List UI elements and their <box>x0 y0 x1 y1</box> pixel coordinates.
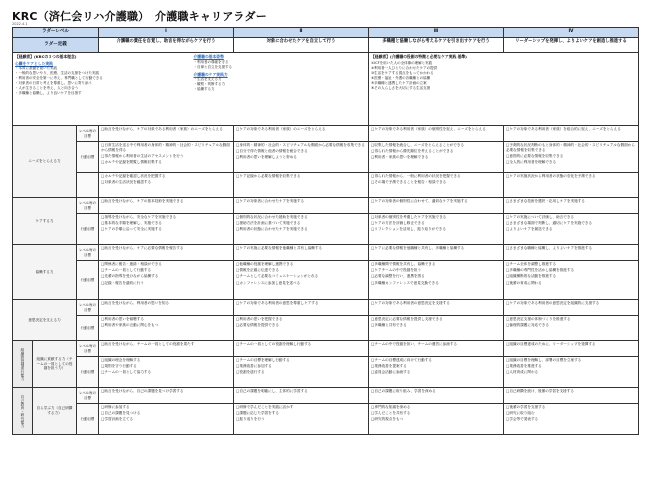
ladder-item: □ケアの対象である利用者の意思を尊重しケアする <box>236 301 319 305</box>
ladder-item: □カルテや記録を確認し状況を把握する <box>101 174 166 178</box>
ladder-item: □組織横断的な活動を推進する <box>506 274 557 279</box>
ladder-item: □自己の課題に取り組み、学習を深める <box>371 389 436 393</box>
philosophy-left-line: ・多職種と協働し、より良いケアを目指す <box>15 91 82 96</box>
ladder-item: □多職種カンファレンスで意見交換できる <box>371 280 439 285</box>
ladder-item: □利用者の思いを傾聴する <box>101 317 144 321</box>
ladder-item: □ケアの対象である利用者（家族）を総合的に捉え、ニーズをとらえる <box>506 127 621 131</box>
row-type-label: レベル毎の目標 <box>77 126 99 142</box>
ladder-row <box>13 214 639 245</box>
philosophy-mid-line: ・利用者の尊厳を守る <box>193 59 229 64</box>
philosophy-right-line: ⑥その人らしさを大切にする生活支援 <box>371 85 431 90</box>
level-2-cell <box>234 300 369 316</box>
ladder-item: □意思決定支援の体制づくりを推進する <box>506 317 571 321</box>
ladder-item: □振り返りを行う <box>236 417 265 422</box>
ladder-row <box>13 388 639 404</box>
ladder-item: □ケアの実施状況から利用者の状態の変化を予測できる <box>506 174 596 178</box>
ladder-item: □チームとして必要なコミュニケーションがとれる <box>236 274 319 279</box>
level-4-cell <box>504 341 639 357</box>
philosophy-left-line: ・一般的な思いやり、医療、生活の支援をつけた実践 <box>15 71 99 76</box>
category-label: 自ら学ぶ力（自己研鑽する力） <box>33 388 77 435</box>
level-2-cell <box>234 341 369 357</box>
ladder-item: □よりよいケアを創造できる <box>506 227 553 232</box>
ladder-item: □利用者や家族の言動に関心をもつ <box>101 323 159 328</box>
ladder-item: □組織の目標を理解し、部署の目標を立案する <box>506 358 582 362</box>
ladder-item: □規則を守り行動する <box>101 364 137 369</box>
philosophy-right-line: ②利用者一人ひとりに合わせたケアの提供 <box>371 65 438 70</box>
ladder-item: □助言を受けながら、チームの一員としての役割を果たす <box>101 342 195 346</box>
ladder-item: □個別的な状況に合わせた援助を実施できる <box>236 215 308 219</box>
philosophy-mid-lines <box>194 60 367 70</box>
ladder-item: □予測的な状況判断のもと身体的・精神的・社会的・スピリチュアルな側面から必要な情報を収集できる <box>506 143 635 152</box>
philosophy-right-line: ①ICFを用いた人の全体像の理解と実践 <box>371 60 433 65</box>
level-3-cell <box>369 341 504 357</box>
philosophy-left <box>13 53 369 126</box>
philosophy-right-line: ③生活をケアする視点をもってかかわる <box>371 70 434 75</box>
row-type-label: 行動目標 <box>77 404 99 435</box>
ladder-item: □後輩の学習を支援する <box>506 405 546 409</box>
ladder-item: □学んだことを共有する <box>371 411 411 416</box>
ladder-item: □研究に取り組む <box>506 411 535 416</box>
level-2-cell <box>234 126 369 142</box>
level-4-goal: リーダーシップを発揮し、よりよいケアを創造し推進する <box>504 38 639 53</box>
level-4-header: Ⅳ <box>504 28 639 38</box>
category-label: 協働する力 <box>13 245 77 300</box>
ladder-item: □組織の目標達成のために、リーダーシップを発揮する <box>506 342 596 346</box>
philosophy-right-title: 【経験者】(介護職の役割の特徴と必要なケア実践 基準) <box>371 54 467 59</box>
level-1-cell <box>99 261 234 300</box>
ladder-row <box>13 261 639 300</box>
philosophy-left-line: ・利用者の安全を第一に考え、専門職として行動できる <box>15 76 103 81</box>
level-header-row <box>13 28 639 38</box>
ladder-item: □ケアの対象である利用者（家族）の個別性を捉え、ニーズをとらえる <box>371 127 486 131</box>
ladder-item: □ケアの対象である利用者の意思決定を支援する <box>371 301 450 305</box>
level-2-cell <box>234 388 369 404</box>
philosophy-right-line: ④医療・福祉・介護の各職種との協働 <box>371 75 431 80</box>
ladder-item: □利用者の状態に合わせたケアを実施できる <box>236 227 308 232</box>
goal-header-label: ラダー定義 <box>13 38 99 53</box>
ladder-item: □ケアの対象者の個別性に合わせて、適切なケアを実施する <box>371 199 468 203</box>
ladder-item: □チームの目標を理解し行動する <box>236 358 290 362</box>
level-3-cell <box>369 300 504 316</box>
ladder-item: □ケアの手順に沿って安全に実施する <box>101 227 162 232</box>
ladder-item: □対象者の個別性を考慮したケアを実施できる <box>371 215 447 219</box>
group-label: 自己教育・研究能力 <box>13 388 33 435</box>
level-2-cell <box>234 173 369 198</box>
level-4-cell <box>504 357 639 388</box>
level-3-cell <box>369 388 504 404</box>
category-label: ケアする力 <box>13 198 77 245</box>
philosophy-right-lines <box>371 61 636 91</box>
ladder-item: □助言を受けながら、ケアの基本技術を実施できる <box>101 199 184 203</box>
level-2-cell <box>234 316 369 341</box>
ladder-item: □その場で予測できることを報告・相談できる <box>371 180 447 185</box>
philosophy-mid2-line: ・協働する力 <box>193 87 215 92</box>
ladder-item: □助言を受けながら、利用者の思いを知る <box>101 301 170 305</box>
ladder-row <box>13 341 639 357</box>
level-4-cell <box>504 316 639 341</box>
level-3-cell <box>369 173 504 198</box>
ladder-item: □必要な調整を行い、連携を図る <box>371 274 425 279</box>
row-type-label: レベル毎の目標 <box>77 341 99 357</box>
ladder-item: □利用者の思いを理解しようと努める <box>236 155 297 160</box>
level-2-cell <box>234 142 369 173</box>
philosophy-left-subtitle: 心臓をケアとした実践 <box>15 60 53 66</box>
ladder-item: □さまざまな職種と協働し、よりよいケアを推進する <box>506 246 593 250</box>
level-1-cell <box>99 316 234 341</box>
ladder-item: □ケアに必要な情報を他職種と共有し、多職種と協働する <box>371 246 465 250</box>
ladder-item: □組織の理念を理解する <box>101 358 141 362</box>
level-2-cell <box>234 357 369 388</box>
philosophy-left-title: 【経験者】(KRCの３つの基本理念) <box>15 54 77 59</box>
level-1-cell <box>99 173 234 198</box>
level-1-cell <box>99 341 234 357</box>
level-1-cell <box>99 142 234 173</box>
ladder-item: □記録・報告を適切に行う <box>101 280 144 285</box>
category-label: 組織に貢献する力（チームの一員としての役割を担う力） <box>33 341 77 388</box>
row-type-label <box>77 173 99 198</box>
ladder-row <box>13 404 639 435</box>
level-2-cell <box>234 261 369 300</box>
level-4-cell <box>504 214 639 245</box>
ladder-item: □業務改善に参加する <box>236 364 272 369</box>
ladder-item: □チームの中で役割を担い、チームの運営に参画する <box>371 342 458 346</box>
level-3-cell <box>369 214 504 245</box>
row-type-label: 行動目標 <box>77 357 99 388</box>
ladder-item: □研修で学んだことを実践に活かす <box>236 405 294 409</box>
ladder-item: □カンファレンスに参加し意見を述べる <box>236 280 301 285</box>
ladder-item: □対象者の生活状況を確認する <box>101 180 152 185</box>
ladder-row <box>13 173 639 198</box>
ladder-item: □ケアの方法を評価し修正できる <box>371 221 425 226</box>
level-4-cell <box>504 388 639 404</box>
category-label: 意思決定を支える力 <box>13 300 77 341</box>
level-3-cell <box>369 245 504 261</box>
ladder-item: □必要な情報を提供できる <box>236 323 279 328</box>
philosophy-left-line: ・対象者の日常と考えを尊重し、思いに寄り添う <box>15 81 92 86</box>
level-3-cell <box>369 142 504 173</box>
category-label: ニーズをとらえる力 <box>13 126 77 198</box>
level-2-header: Ⅱ <box>234 28 369 38</box>
level-1-cell <box>99 245 234 261</box>
level-1-header: Ⅰ <box>99 28 234 38</box>
ladder-item: □援助方法を計画に基づいて実施できる <box>236 221 301 226</box>
ladder-row <box>13 300 639 316</box>
level-4-cell <box>504 198 639 214</box>
philosophy-left-lines <box>15 66 188 96</box>
philosophy-mid2-lines <box>194 77 367 92</box>
row-type-label: 行動目標 <box>77 142 99 173</box>
philosophy-left-line: ・本質に基盤を置いた実践 <box>15 66 57 70</box>
ladder-row <box>13 316 639 341</box>
level-4-cell <box>504 404 639 435</box>
ladder-item: □収集した情報を統合し、ニーズをとらえることができる <box>371 143 465 147</box>
ladder-item: □リフレクションを活用し、振り返りができる <box>371 227 446 232</box>
level-3-cell <box>369 261 504 300</box>
ladder-item: □得た情報から利用者の生活のアセスメントを行う <box>101 154 184 159</box>
goal-row <box>13 38 639 53</box>
level-2-goal: 対象に合わせたケアを自立して行う <box>234 38 369 53</box>
level-3-cell <box>369 404 504 435</box>
ladder-item: □ケア記録から必要な情報を収集できる <box>236 174 301 178</box>
ladder-row <box>13 357 639 388</box>
level-1-cell <box>99 126 234 142</box>
ladder-item: □カルテや記録を閲覧し情報収集する <box>101 160 162 165</box>
philosophy-row <box>13 53 639 126</box>
ladder-item: □関係者に報告・連絡・相談ができる <box>101 262 162 266</box>
ladder-item: □利用者の思いを把握できる <box>236 317 283 321</box>
row-type-label: 行動目標 <box>77 214 99 245</box>
ladder-item: □専門的な知識を深める <box>371 405 411 409</box>
level-4-cell <box>504 300 639 316</box>
ladder-item: □自分で得た情報と他者の情報を統合できる <box>236 149 308 154</box>
philosophy-left-line: ・人が生きることを考え、人と向き合う <box>15 86 79 91</box>
ladder-item: □チームの一員として行動する <box>101 268 152 273</box>
ladder-item: □研修に参加する <box>101 405 130 409</box>
level-1-cell <box>99 198 234 214</box>
level-4-cell <box>504 142 639 173</box>
ladder-item: □さまざまな場面で判断し、適切にケアを実施できる <box>506 221 593 226</box>
ladder-item: □ケアの対象者に合わせたケアを実施する <box>236 199 305 203</box>
ladder-item: □学会等で発表する <box>506 417 539 422</box>
ladder-item: □意思決定に必要な情報を提供し支援できる <box>371 317 443 321</box>
ladder-item: □多職種と共有できる <box>371 323 407 328</box>
ladder-item: □利用者・家族の思いを理解できる <box>371 155 429 160</box>
ladder-item: □身体的・精神的・社会的・スピリチュアルな側面から必要な情報を収集できる <box>236 143 365 147</box>
row-type-label: レベル毎の目標 <box>77 388 99 404</box>
philosophy-mid2-line: ・生活を支える力 <box>193 77 222 82</box>
ladder-item: □倫理的課題に対応できる <box>506 323 549 328</box>
ladder-item: □業務改善を推進する <box>506 364 542 369</box>
ladder-item: □さまざまな技術を選択・応用しケアを実施する <box>506 199 585 203</box>
career-ladder-table <box>12 27 639 435</box>
page-title: KRC（済仁会リハ介護職） 介護職キャリアラダー <box>12 10 267 23</box>
level-4-cell <box>504 261 639 300</box>
level-1-cell <box>99 300 234 316</box>
level-3-cell <box>369 357 504 388</box>
level-2-cell <box>234 404 369 435</box>
ladder-item: □自己の課題を明確にし、主体的に学習する <box>236 389 308 393</box>
ladder-item: □他職種の役割を理解し連携できる <box>236 262 294 266</box>
ladder-row <box>13 126 639 142</box>
ladder-item: □チーム全体を調整し推進する <box>506 262 557 266</box>
level-3-cell <box>369 126 504 142</box>
philosophy-right <box>369 53 639 126</box>
ladder-item: □助言を受けながら、ケアの対象である利用者（家族）のニーズをとらえる <box>101 127 223 131</box>
row-type-label: レベル毎の目標 <box>77 198 99 214</box>
level-3-goal: 多職種と協働しながら考えるケアを引き出すケアを行う <box>369 38 504 53</box>
level-4-cell <box>504 173 639 198</box>
ladder-item: □ケアチームの中で役割を担う <box>371 268 422 273</box>
ladder-item: □後輩の育成に関わる <box>506 280 542 285</box>
ladder-row <box>13 198 639 214</box>
level-2-cell <box>234 245 369 261</box>
ladder-item: □全人的に利用者を理解できる <box>506 160 557 165</box>
level-3-cell <box>369 316 504 341</box>
level-header-label: ラダーレベル <box>13 28 99 38</box>
ladder-item: □学習計画を立てる <box>101 417 134 422</box>
ladder-item: □情報を正確に伝達できる <box>236 268 279 273</box>
ladder-item: □基本的な手順を理解し、実施できる <box>101 221 162 226</box>
ladder-item: □ケアの対象である利用者の意思決定を組織的に支援する <box>506 301 600 305</box>
ladder-item: □多職種の専門性を活かし協働を推進する <box>506 268 575 273</box>
ladder-item: □助言を受けながら、ケアに必要な情報を報告する <box>101 246 184 250</box>
level-4-cell <box>504 126 639 142</box>
philosophy-mid-title: 介護職の基本姿勢 <box>193 54 224 59</box>
level-1-cell <box>99 357 234 388</box>
row-type-label: 行動目標 <box>77 316 99 341</box>
philosophy-mid2-title: 介護職のケア実践力 <box>193 71 228 77</box>
ladder-item: □日常生活を送る中で利用者の身体的・精神的・社会的・スピリチュアルな側面から情報を得る <box>101 143 230 152</box>
ladder-item: □チームの一員として協力する <box>101 370 152 375</box>
ladder-row <box>13 142 639 173</box>
ladder-item: □自己研鑽を続け、後輩の学習を支援する <box>506 389 574 393</box>
level-1-goal: 介護職の責任を自覚し、助言を得ながらケアを行う <box>99 38 234 53</box>
ladder-row <box>13 245 639 261</box>
document-date: 2022.4.1 <box>12 22 28 26</box>
ladder-item: □助言を受けながら、自己の課題を見つけ学習する <box>101 389 184 393</box>
ladder-item: □自己の課題を見つける <box>101 411 141 416</box>
ladder-item: □ケアの実施に必要な情報を他職種と共有し協働する <box>236 246 323 250</box>
philosophy-mid2-line: ・観察・判断する力 <box>193 82 225 87</box>
ladder-item: □業務改善を提案する <box>371 364 407 369</box>
ladder-item: □研究的視点をもつ <box>371 417 404 422</box>
ladder-item: □役割を遂行する <box>236 370 265 375</box>
ladder-item: □人材育成に関わる <box>506 370 539 375</box>
ladder-item: □ケアの実施について評価し、助言できる <box>506 215 575 219</box>
level-3-header: Ⅲ <box>369 28 504 38</box>
level-1-cell <box>99 214 234 245</box>
ladder-item: □得られた情報から、一般に利用者の状況を把握できる <box>371 174 461 178</box>
row-type-label: 行動目標 <box>77 261 99 300</box>
ladder-item: □チームの目標達成に向けて行動する <box>371 358 432 362</box>
level-4-cell <box>504 245 639 261</box>
ladder-item: □チームの一員としての役割を理解し行動する <box>236 342 312 346</box>
philosophy-right-line: ⑤多職種と連携したケア計画の立案 <box>371 80 427 85</box>
row-type-label: レベル毎の目標 <box>77 245 99 261</box>
ladder-item: □ケアの対象である利用者（家族）のニーズをとらえる <box>236 127 326 131</box>
philosophy-mid-line: ・自律と自立を支援する <box>193 64 232 69</box>
ladder-item: □委員会活動に参画する <box>371 370 411 375</box>
ladder-item: □意図的に必要な情報を収集できる <box>506 154 564 159</box>
ladder-item: □多職種間で情報を共有し、協働できる <box>371 262 436 266</box>
ladder-item: □指導を受けながら、安全なケアを実施できる <box>101 215 177 219</box>
ladder-item: □先輩の指導を受けながら協働する <box>101 274 159 279</box>
level-1-cell <box>99 404 234 435</box>
level-2-cell <box>234 214 369 245</box>
row-type-label: レベル毎の目標 <box>77 300 99 316</box>
group-label: 組織的役割遂行能力 <box>13 341 33 388</box>
level-3-cell <box>369 198 504 214</box>
ladder-item: □得られた情報から優先順位を考えることができる <box>371 149 454 154</box>
level-1-cell <box>99 388 234 404</box>
level-2-cell <box>234 198 369 214</box>
ladder-item: □課題に応じた学習をする <box>236 411 279 416</box>
